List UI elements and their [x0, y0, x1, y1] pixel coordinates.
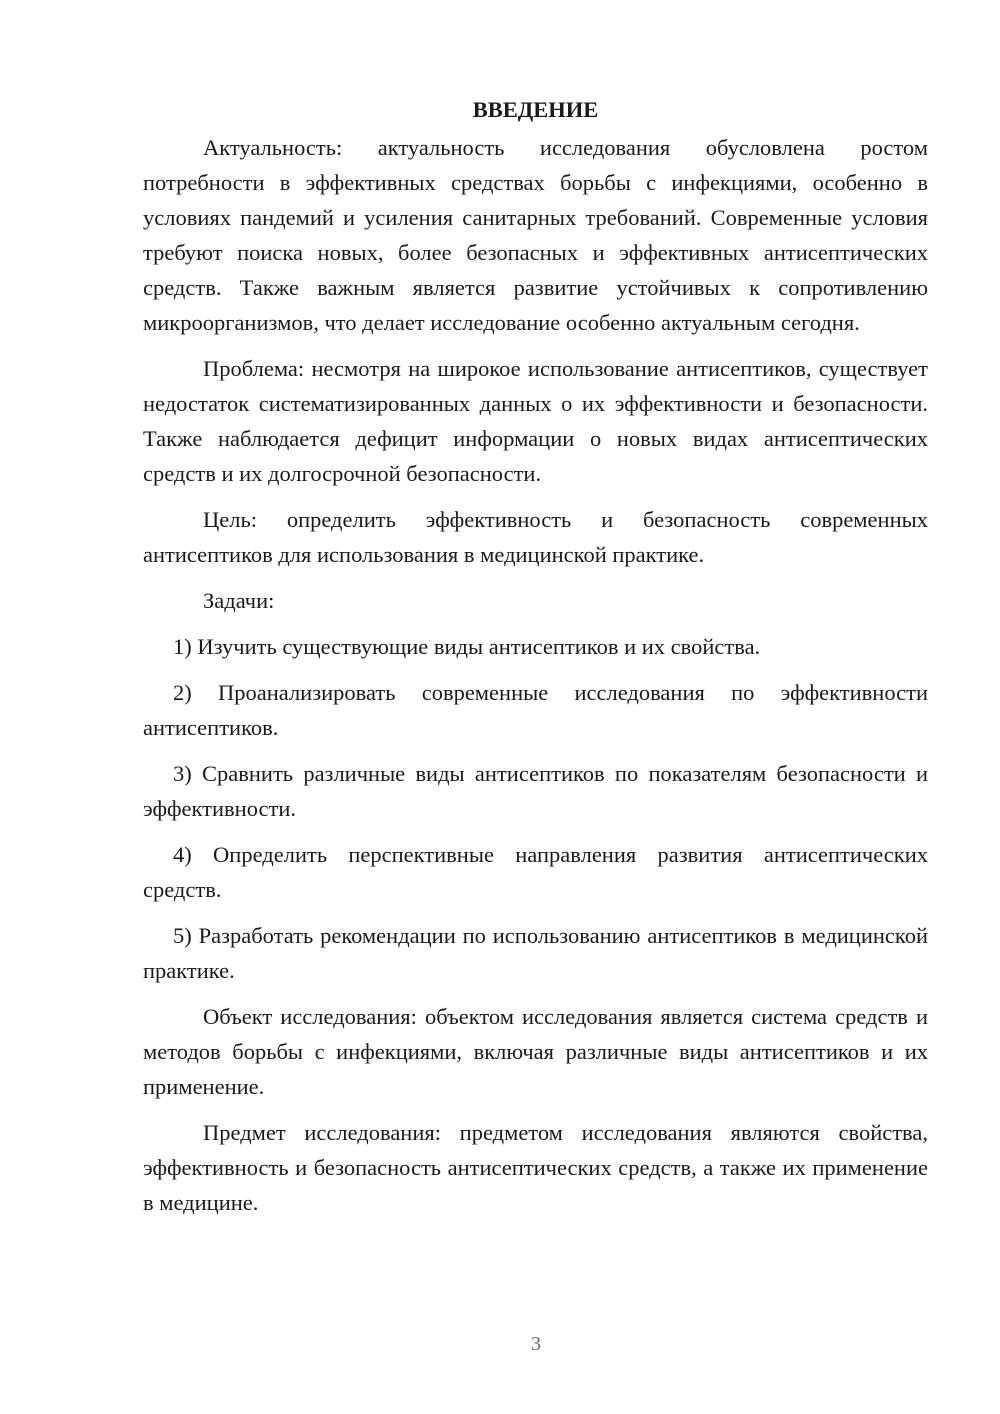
- paragraph-object: Объект исследования: объектом исследования является система средств и методов борьбы с инфекциями, включая различные виды антисептиков и их применение.: [143, 1004, 928, 1099]
- paragraph-tasks-heading: Задачи:: [203, 588, 275, 613]
- task-item-3: 3) Сравнить различные виды антисептиков по показателям безопасности и эффективности.: [143, 761, 928, 821]
- task-item-2: 2) Проанализировать современные исследования по эффективности антисептиков.: [143, 680, 928, 740]
- paragraph-subject: Предмет исследования: предметом исследования являются свойства, эффективность и безопасность антисептических средств, а также их применение в медицине.: [143, 1120, 928, 1215]
- page-title: ВВЕДЕНИЕ: [472, 97, 599, 122]
- task-item-4: 4) Определить перспективные направления развития антисептических средств.: [143, 842, 928, 902]
- task-item-1: 1) Изучить существующие виды антисептиков и их свойства.: [173, 634, 761, 659]
- task-item-5: 5) Разработать рекомендации по использованию антисептиков в медицинской практике.: [143, 923, 928, 983]
- paragraph-problem: Проблема: несмотря на широкое использование антисептиков, существует недостаток систематизированных данных о их эффективности и безопасности. Также наблюдается дефицит информации о новых видах антисептических средств и их долгосрочной безопасности.: [143, 356, 928, 486]
- paragraph-relevance: Актуальность: актуальность исследования обусловлена ростом потребности в эффективных средствах борьбы с инфекциями, особенно в условиях пандемий и усиления санитарных требований. Современные условия требуют поиска новых, более безопасных и эффективных антисептических средств. Также важным является развитие устойчивых к сопротивлению микроорганизмов, что делает исследование особенно актуальным сегодня.: [143, 135, 928, 335]
- tasks-list: [143, 629, 928, 988]
- paragraph-goal: Цель: определить эффективность и безопасность современных антисептиков для использования в медицинской практике.: [143, 507, 928, 567]
- page-number: 3: [531, 1333, 541, 1355]
- document-page: [143, 92, 928, 1220]
